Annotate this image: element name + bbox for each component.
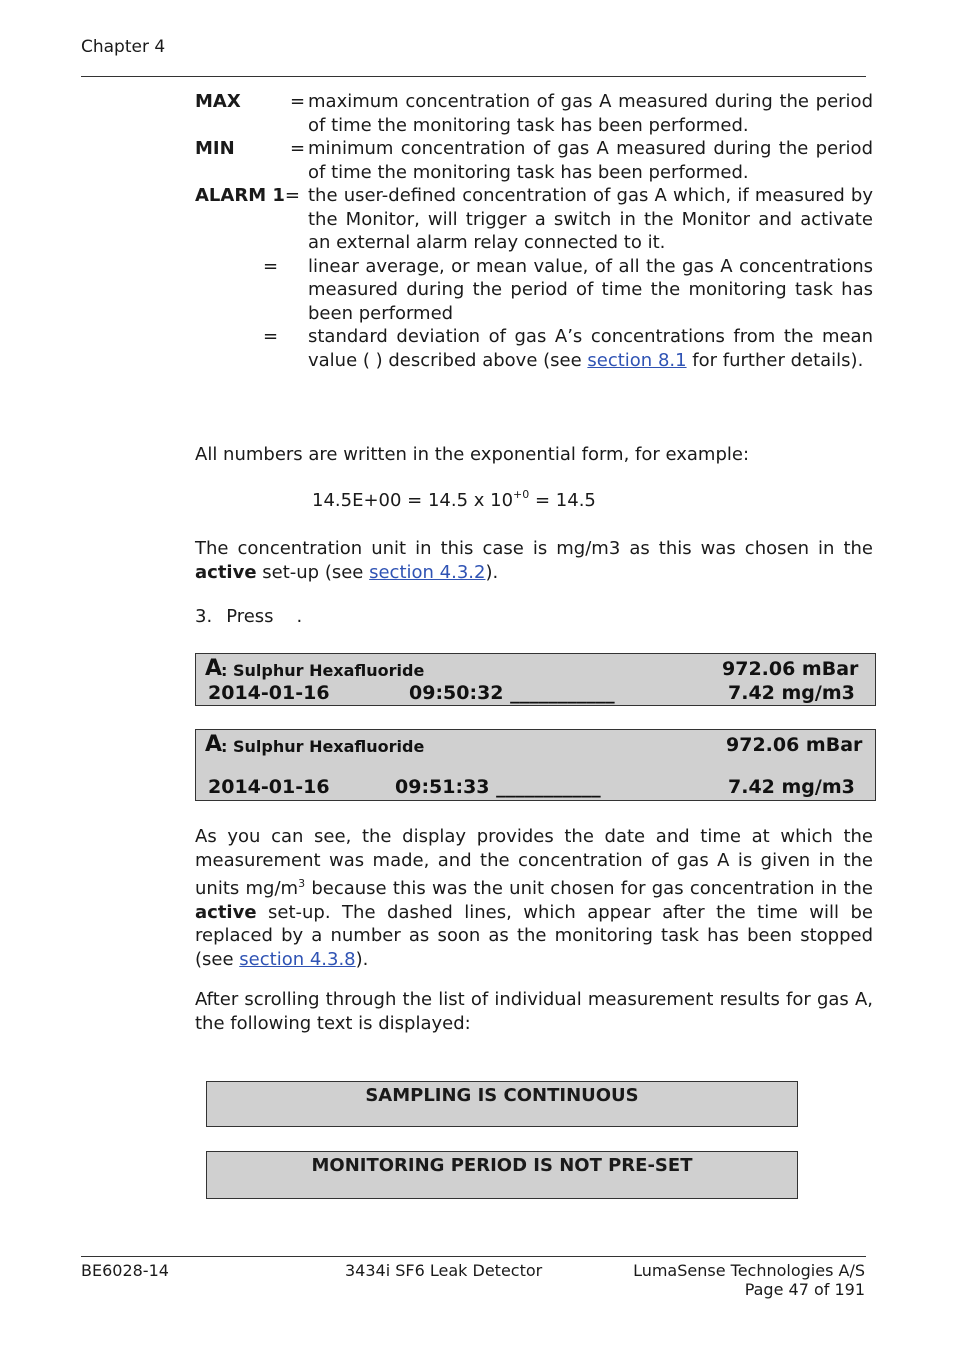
description-text: for further details). xyxy=(686,349,864,371)
description-text: standard deviation of gas A’s concentrations from the mean value ( ) described above (see xyxy=(308,326,873,371)
paragraph-text: The concentration unit in this case is mg/m3 as this was chosen in the xyxy=(195,538,873,559)
concentration-value: 7.42 mg/m3 xyxy=(728,776,855,798)
measurement-date: 2014-01-16 xyxy=(208,682,330,704)
bold-active: active xyxy=(195,901,257,923)
definition-description: minimum concentration of gas A measured during the period of time the monitoring task has been performed. xyxy=(308,138,873,183)
measurement-time: 09:51:33 ___________ xyxy=(395,776,601,798)
paragraph-text: ). xyxy=(355,948,369,970)
definition-description xyxy=(308,325,873,372)
definition-alarm1 xyxy=(195,184,873,255)
bold-active: active xyxy=(195,561,257,583)
step-3 xyxy=(195,606,302,627)
step-number: 3. xyxy=(195,606,213,627)
sampling-status-box: SAMPLING IS CONTINUOUS xyxy=(206,1081,798,1127)
gas-name: : Sulphur Hexafluoride xyxy=(221,661,425,680)
definition-mean xyxy=(195,255,873,326)
lcd-display-2 xyxy=(195,729,876,801)
equals-sign: = xyxy=(263,255,279,277)
example-formula xyxy=(312,488,596,511)
definition-term: MAX xyxy=(195,91,241,112)
definition-description: maximum concentration of gas A measured during the period of time the monitoring task has been performed. xyxy=(308,91,873,136)
chapter-heading: Chapter 4 xyxy=(81,37,166,57)
footer-company: LumaSense Technologies A/S xyxy=(633,1261,865,1280)
concentration-value: 7.42 mg/m3 xyxy=(728,682,855,704)
footer-page-number: Page 47 of 191 xyxy=(744,1280,865,1299)
definition-min xyxy=(195,137,873,184)
section-4-3-8-link[interactable]: section 4.3.8 xyxy=(239,948,356,970)
paragraph-exponential: All numbers are written in the exponential form, for example: xyxy=(195,444,750,465)
paragraph-text: As you can see, the display provides the date and time at which the measurement was made, and the concentration of gas A is given in the units mg/m xyxy=(195,826,873,899)
measurement-date: 2014-01-16 xyxy=(208,776,330,798)
formula-left: 14.5E+00 = 14.5 x 10 xyxy=(312,490,514,511)
definition-list xyxy=(195,90,873,372)
paragraph-unit xyxy=(195,537,873,584)
pressure-value: 972.06 mBar xyxy=(722,658,859,680)
definition-description: linear average, or mean value, of all the gas A concentrations measured during the period of time the monitoring task has been performed xyxy=(308,255,873,324)
equals-sign: = xyxy=(290,138,306,159)
formula-right: = 14.5 xyxy=(529,490,596,511)
footer-doc-id: BE6028-14 xyxy=(81,1261,169,1280)
lcd-display-1 xyxy=(195,653,876,706)
equals-sign: = xyxy=(290,91,306,112)
gas-letter: A xyxy=(205,656,223,681)
paragraph-text: ). xyxy=(485,561,499,583)
formula-exponent: +0 xyxy=(513,488,530,501)
section-8-1-link[interactable]: section 8.1 xyxy=(587,349,687,371)
definition-max xyxy=(195,90,873,137)
paragraph-display-explanation xyxy=(195,825,873,971)
paragraph-text: because this was the unit chosen for gas concentration in the xyxy=(305,878,873,899)
definition-term: MIN xyxy=(195,138,235,159)
section-4-3-2-link[interactable]: section 4.3.2 xyxy=(369,561,486,583)
gas-letter: A xyxy=(205,732,223,757)
footer-rule xyxy=(81,1256,866,1257)
paragraph-text: set-up. The dashed lines, which appear after the time will be replaced by a number as soon as the monitoring task has been stopped (see xyxy=(195,901,873,970)
superscript: 3 xyxy=(298,877,306,890)
equals-sign: = xyxy=(263,326,279,347)
paragraph-scroll: After scrolling through the list of individual measurement results for gas A, the following text is displayed: xyxy=(195,989,873,1034)
step-text: Press . xyxy=(226,606,303,627)
paragraph-text: set-up (see xyxy=(256,561,370,583)
definition-term xyxy=(195,255,263,326)
definition-term xyxy=(195,325,263,372)
monitoring-period-box: MONITORING PERIOD IS NOT PRE-SET xyxy=(206,1151,798,1199)
measurement-time: 09:50:32 ___________ xyxy=(409,682,615,704)
definition-description: the user-defined concentration of gas A which, if measured by the Monitor, will trigger a switch in the Monitor and activate an external alarm relay connected to it. xyxy=(308,185,873,253)
definition-std-dev xyxy=(195,325,873,372)
definition-term: ALARM 1 xyxy=(195,185,285,206)
footer-product: 3434i SF6 Leak Detector xyxy=(345,1261,543,1280)
gas-name: : Sulphur Hexafluoride xyxy=(221,737,425,756)
header-rule xyxy=(81,76,866,77)
equals-sign: = xyxy=(284,185,300,206)
pressure-value: 972.06 mBar xyxy=(726,734,863,756)
